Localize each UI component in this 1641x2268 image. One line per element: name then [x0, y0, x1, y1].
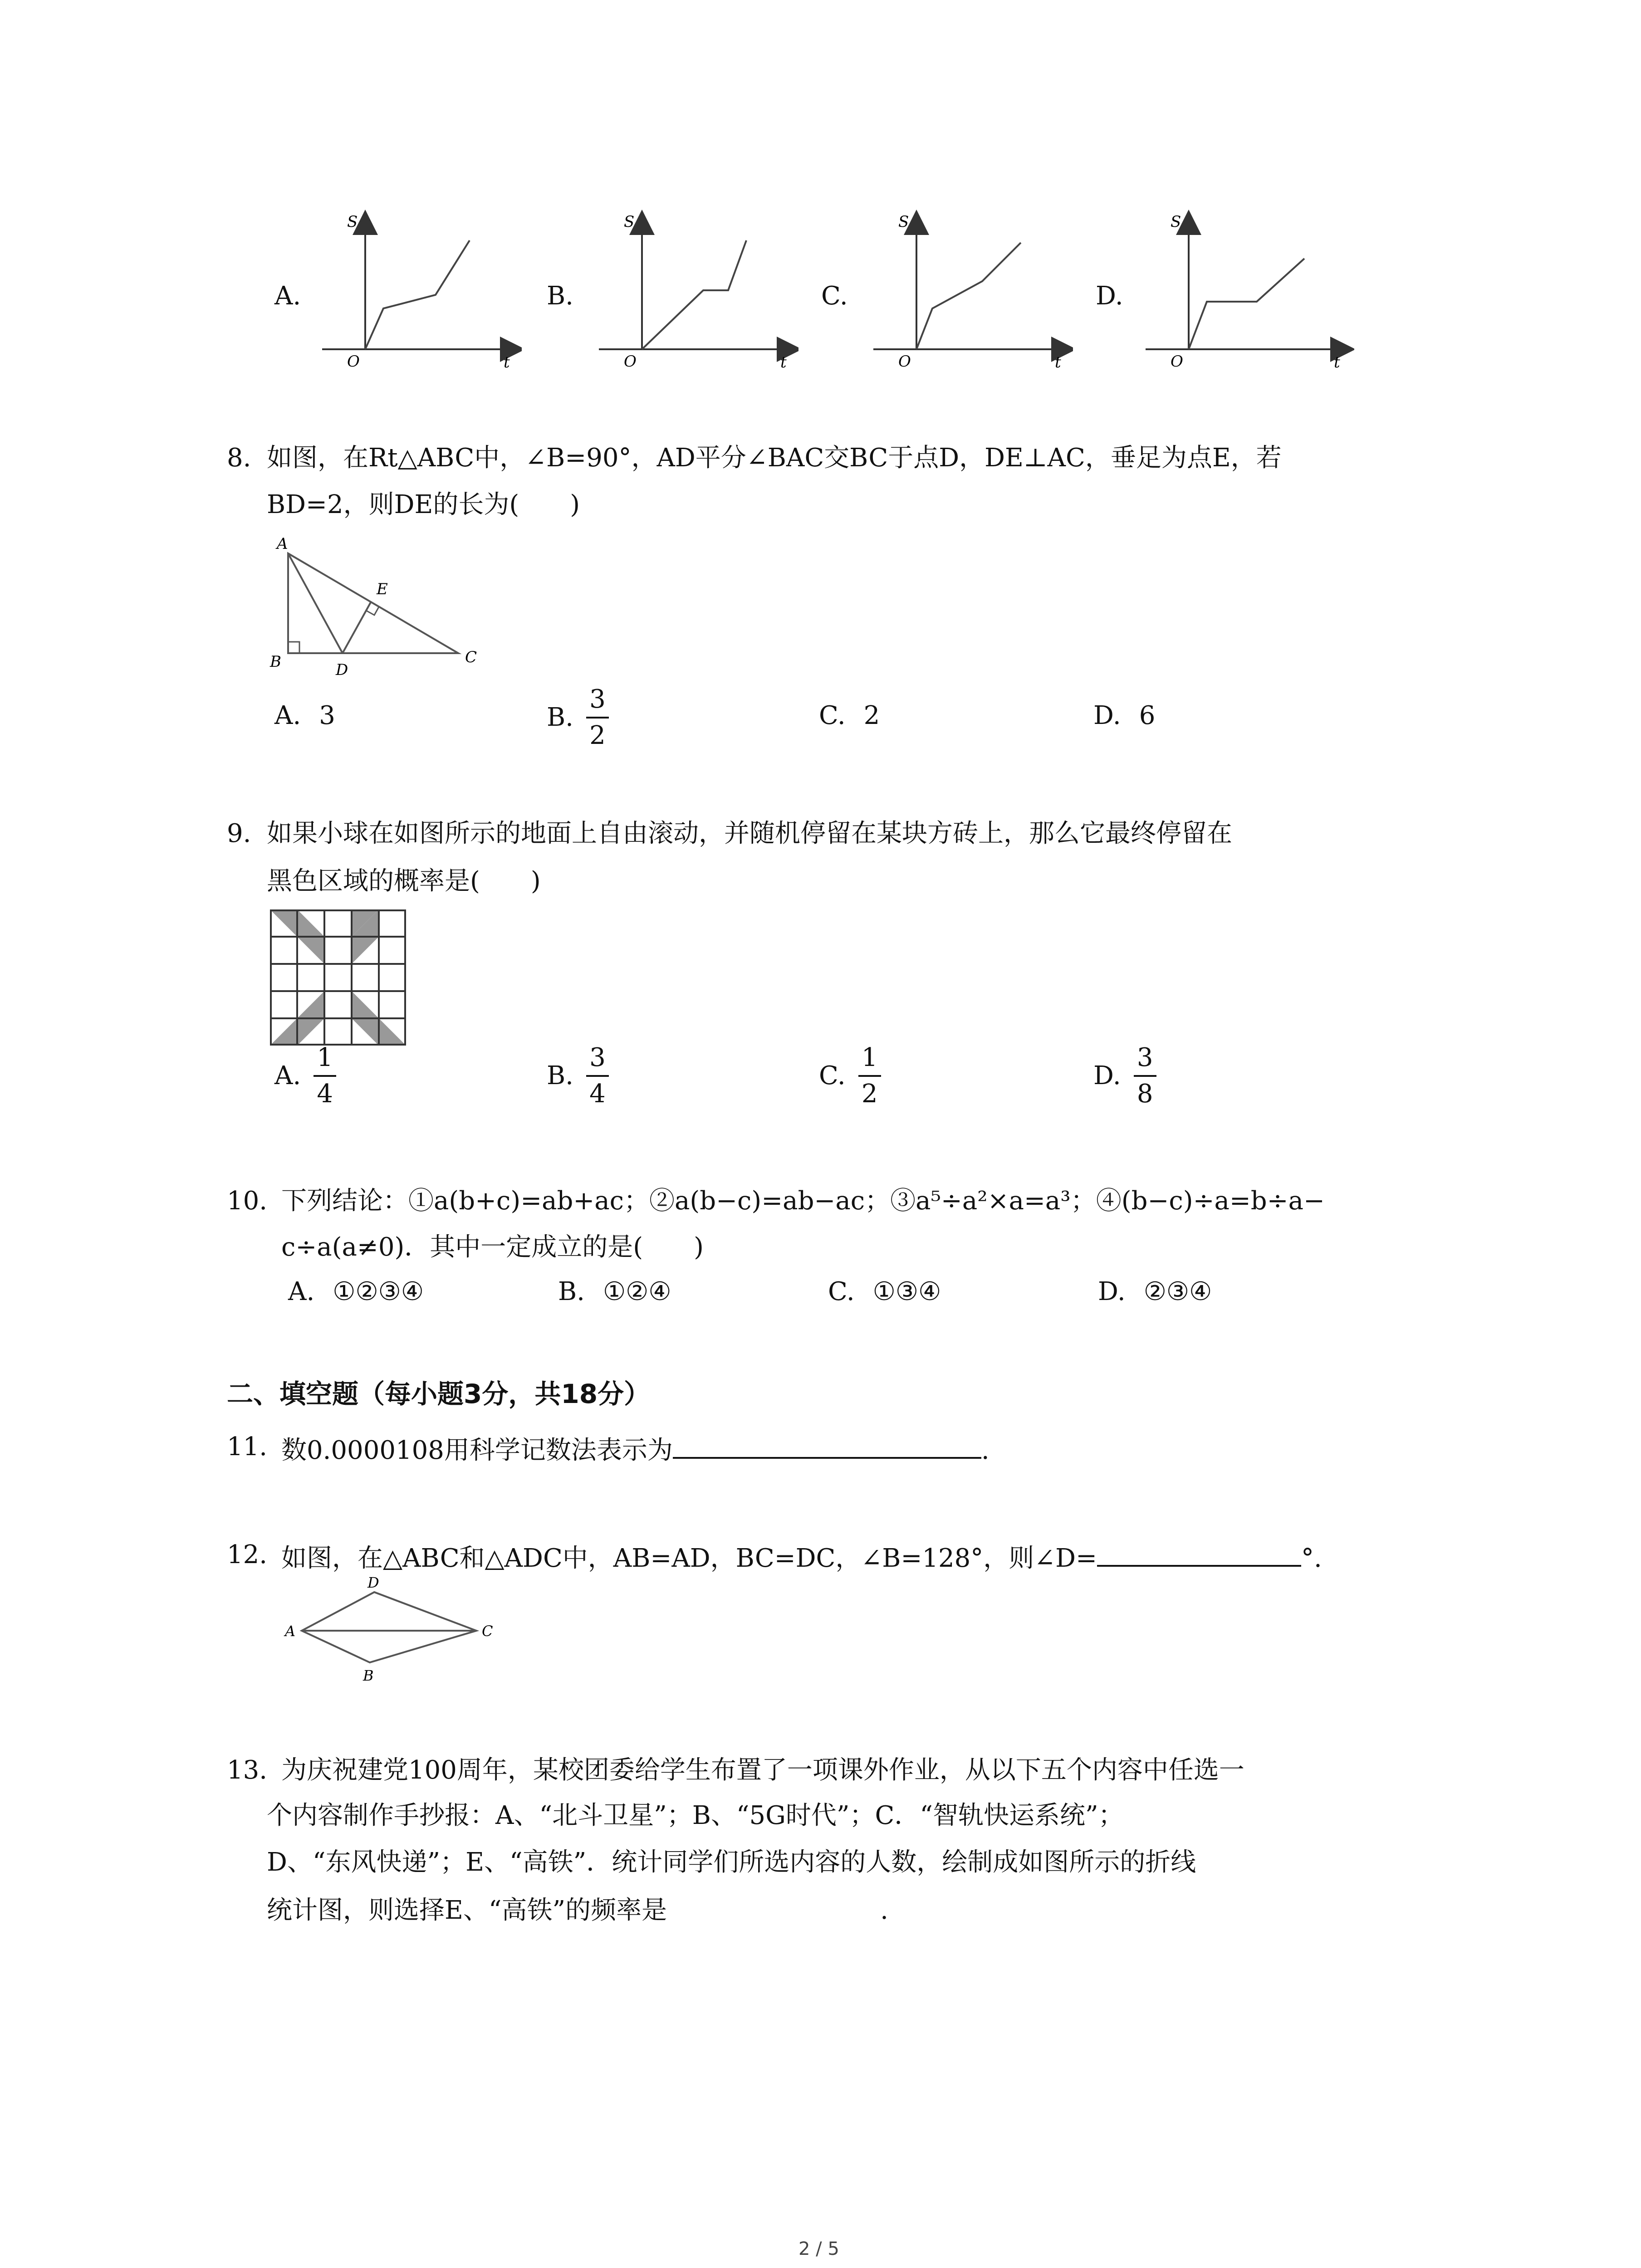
- option-label: C.: [828, 1277, 855, 1306]
- q7-option-label: C.: [821, 281, 848, 311]
- option-label: A.: [288, 1277, 315, 1306]
- q8-text-line1: 如图，在Rt△ABC中，∠B=90°，AD平分∠BAC交BC于点D，DE⊥AC，垂足为点E，若: [267, 443, 1282, 473]
- q11-number: 11.: [227, 1432, 268, 1461]
- option-label: C.: [819, 1061, 846, 1090]
- option-value: 3: [319, 701, 335, 730]
- q10-text-line1: 下列结论：①a(b+c)=ab+ac；②a(b−c)=ab−ac；③a⁵÷a²×a=a³；④(b−c)÷a=b÷a−: [281, 1186, 1325, 1216]
- q7-graph-b: [590, 200, 798, 372]
- q9-text-line2: 黑色区域的概率是( ): [267, 866, 541, 896]
- q7-axis-x: t: [504, 353, 510, 371]
- fraction: [586, 1043, 609, 1109]
- q8-label-b: B: [270, 653, 281, 671]
- q12-label-b: B: [363, 1667, 374, 1684]
- q8-option-c[interactable]: [819, 699, 880, 733]
- q7-graph-d: [1136, 200, 1354, 372]
- q10-option-b[interactable]: [558, 1275, 671, 1309]
- q7-axis-x: t: [1055, 353, 1061, 371]
- numerator: 3: [589, 1043, 606, 1072]
- q8-figure: [263, 531, 499, 685]
- q7-axis-y: S: [898, 213, 909, 231]
- q11-text: [281, 1430, 989, 1468]
- q9-options: [0, 1043, 1641, 1120]
- q7-graph-c: [864, 200, 1073, 372]
- q7-axis-x: t: [1334, 353, 1340, 371]
- denominator: 8: [1136, 1079, 1153, 1109]
- option-label: B.: [558, 1277, 585, 1306]
- q7-option-label: B.: [547, 281, 573, 311]
- option-label: A.: [274, 1061, 301, 1090]
- q12-text: [281, 1538, 1322, 1576]
- q13-prompt: 统计图，则选择E、“高铁”的频率是: [267, 1896, 667, 1925]
- q7-option-label: D.: [1096, 281, 1123, 311]
- q10-options: [0, 1275, 1641, 1315]
- option-label: D.: [1093, 1061, 1121, 1090]
- q13-text-line4: [267, 1892, 888, 1928]
- section-title: 二、填空题（每小题3分，共18分）: [227, 1378, 651, 1409]
- q9-option-c[interactable]: [819, 1043, 881, 1109]
- q8-label-e: E: [377, 580, 388, 598]
- denominator: 4: [317, 1079, 333, 1109]
- denominator: 2: [589, 721, 606, 750]
- option-value: 2: [863, 701, 880, 730]
- option-label: A.: [274, 701, 301, 730]
- q12-label-a: A: [285, 1623, 296, 1640]
- q8-label-a: A: [277, 535, 288, 553]
- option-label: B.: [547, 703, 573, 732]
- fraction-bar: [1134, 1075, 1156, 1077]
- q10-text-line2: c÷a(a≠0)．其中一定成立的是( ): [281, 1232, 704, 1262]
- q8-text-line2: BD=2，则DE的长为( ): [267, 490, 580, 519]
- numerator: 1: [861, 1043, 878, 1072]
- option-label: B.: [547, 1061, 573, 1090]
- q13-answer-blank[interactable]: [667, 1892, 880, 1919]
- q8-option-a[interactable]: [274, 699, 335, 733]
- q7-graph-a: [313, 200, 522, 372]
- q9-option-d[interactable]: [1093, 1043, 1156, 1109]
- numerator: 3: [1136, 1043, 1153, 1072]
- q7-origin: O: [624, 352, 637, 371]
- q9-option-b[interactable]: [547, 1043, 609, 1109]
- denominator: 2: [861, 1079, 878, 1109]
- q7-origin: O: [347, 352, 360, 371]
- option-value: ①②④: [603, 1277, 671, 1306]
- q10-option-a[interactable]: [288, 1275, 424, 1309]
- q8-label-d: D: [336, 661, 348, 679]
- q7-origin: O: [1171, 352, 1183, 371]
- q8-options: [0, 685, 1641, 762]
- q11-answer-blank[interactable]: [673, 1430, 981, 1459]
- denominator: 4: [589, 1079, 606, 1109]
- option-label: D.: [1098, 1277, 1126, 1306]
- q9-option-a[interactable]: [274, 1043, 336, 1109]
- option-value: 6: [1139, 701, 1156, 730]
- fraction-bar: [314, 1075, 336, 1077]
- q13-end: .: [880, 1896, 888, 1925]
- q8-option-d[interactable]: [1093, 699, 1155, 733]
- option-value: ①③④: [872, 1277, 941, 1306]
- numerator: 3: [589, 684, 606, 714]
- option-label: C.: [819, 701, 846, 730]
- q7-axis-y: S: [347, 213, 358, 231]
- q13-text-line3: D、“东风快递”；E、“高铁”．统计同学们所选内容的人数，绘制成如图所示的折线: [267, 1848, 1196, 1877]
- q7-axis-y: S: [1171, 213, 1181, 231]
- q10-option-c[interactable]: [828, 1275, 941, 1309]
- q11-prompt: 数0.0000108用科学记数法表示为: [281, 1436, 673, 1465]
- q12-end: °.: [1301, 1544, 1322, 1573]
- q7-axis-x: t: [780, 353, 787, 371]
- q11-end: .: [981, 1436, 989, 1465]
- q12-answer-blank[interactable]: [1097, 1538, 1301, 1567]
- q9-number: 9.: [227, 819, 251, 848]
- q12-figure: [281, 1572, 508, 1690]
- option-value: ②③④: [1143, 1277, 1212, 1306]
- option-label: D.: [1093, 701, 1121, 730]
- fraction-bar: [586, 717, 609, 719]
- q12-number: 12.: [227, 1540, 268, 1569]
- q7-options: [0, 200, 1641, 390]
- option-value: ①②③④: [333, 1277, 424, 1306]
- q9-text-line1: 如果小球在如图所示的地面上自由滚动，并随机停留在某块方砖上，那么它最终停留在: [267, 819, 1232, 848]
- q8-label-c: C: [465, 648, 477, 666]
- q7-origin: O: [898, 352, 911, 371]
- q10-number: 10.: [227, 1186, 268, 1216]
- fraction-bar: [586, 1075, 609, 1077]
- q12-label-c: C: [482, 1623, 493, 1640]
- fraction-bar: [858, 1075, 881, 1077]
- page-number: 2 / 5: [798, 2239, 839, 2259]
- q8-option-b[interactable]: [547, 685, 609, 750]
- q13-text-line1: 为庆祝建党100周年，某校团委给学生布置了一项课外作业，从以下五个内容中任选一: [281, 1755, 1244, 1785]
- q9-tile-grid: [270, 909, 406, 1046]
- fraction: [858, 1043, 881, 1109]
- fraction: [1134, 1043, 1156, 1109]
- fraction: [314, 1043, 336, 1109]
- fraction: [586, 685, 609, 750]
- q12-label-d: D: [367, 1574, 379, 1591]
- q8-number: 8.: [227, 443, 251, 473]
- q7-option-label: A.: [274, 281, 301, 311]
- q12-prompt: 如图，在△ABC和△ADC中，AB=AD，BC=DC，∠B=128°，则∠D=: [281, 1544, 1097, 1573]
- numerator: 1: [317, 1043, 333, 1072]
- q10-option-d[interactable]: [1098, 1275, 1212, 1309]
- q7-axis-y: S: [624, 213, 635, 231]
- q13-text-line2: 个内容制作手抄报：A、“北斗卫星”；B、“5G时代”；C．“智轨快运系统”；: [267, 1801, 1124, 1830]
- q13-number: 13.: [227, 1755, 268, 1785]
